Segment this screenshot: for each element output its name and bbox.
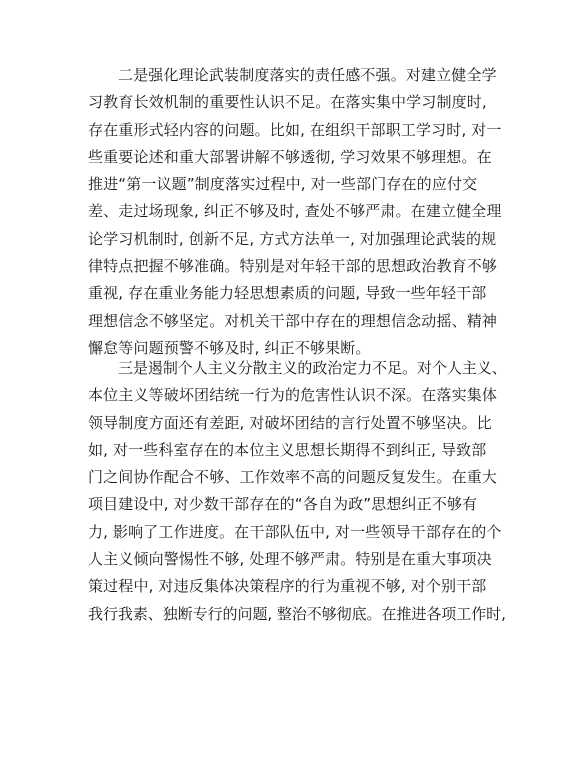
text-line: 懈怠等问题预警不够及时, 纠正不够果断。 (88, 338, 371, 357)
text-line: 存在重形式轻内容的问题。比如, 在组织干部职工学习时, 对一 (88, 120, 502, 139)
text-line: 推进“第一议题”制度落实过程中, 对一些部门存在的应付交 (88, 175, 478, 194)
text-line: 如, 对一些科室存在的本位主义思想长期得不到纠正, 导致部 (88, 440, 487, 459)
text-line: 律特点把握不够准确。特别是对年轻干部的思想政治教育不够 (88, 257, 498, 276)
text-line: 习教育长效机制的重要性认识不足。在落实集中学习制度时, (88, 93, 487, 112)
text-line: 门之间协作配合不够、工作效率不高的问题反复发生。在重大 (88, 468, 498, 487)
paragraph-individualism (88, 355, 508, 628)
text-line: 本位主义等破坏团结统一行为的危害性认识不深。在落实集体 (88, 386, 498, 405)
text-line: 领导制度方面还有差距, 对破坏团结的言行处置不够坚决。比 (88, 413, 492, 432)
text-line: 力, 影响了工作进度。在干部队伍中, 对一些领导干部存在的个 (88, 522, 502, 541)
text-line: 策过程中, 对违反集体决策程序的行为重视不够, 对个别干部 (88, 577, 487, 596)
text-line: 三是遏制个人主义分散主义的政治定力不足。对个人主义、 (118, 359, 507, 377)
text-line: 些重要论述和重大部署讲解不够透彻, 学习效果不够理想。在 (88, 147, 492, 166)
text-line: 理想信念不够坚定。对机关干部中存在的理想信念动摇、精神 (88, 311, 498, 330)
text-line: 项目建设中, 对少数干部存在的“各自为政”思想纠正不够有 (88, 495, 478, 514)
text-line: 差、走过场现象, 纠正不够及时, 查处不够严肃。在建立健全理 (88, 202, 502, 221)
text-line: 人主义倾向警惕性不够, 处理不够严肃。特别是在重大事项决 (88, 550, 492, 569)
text-line: 二是强化理论武装制度落实的责任感不强。对建立健全学 (118, 66, 497, 84)
paragraph-political-theory (88, 62, 508, 362)
text-line: 重视, 存在重业务能力轻思想素质的问题, 导致一些年轻干部 (88, 284, 487, 303)
text-line: 论学习机制时, 创新不足, 方式方法单一, 对加强理论武装的规 (88, 229, 497, 248)
text-line: 我行我素、独断专行的问题, 整治不够彻底。在推进各项工作时, (88, 604, 506, 623)
